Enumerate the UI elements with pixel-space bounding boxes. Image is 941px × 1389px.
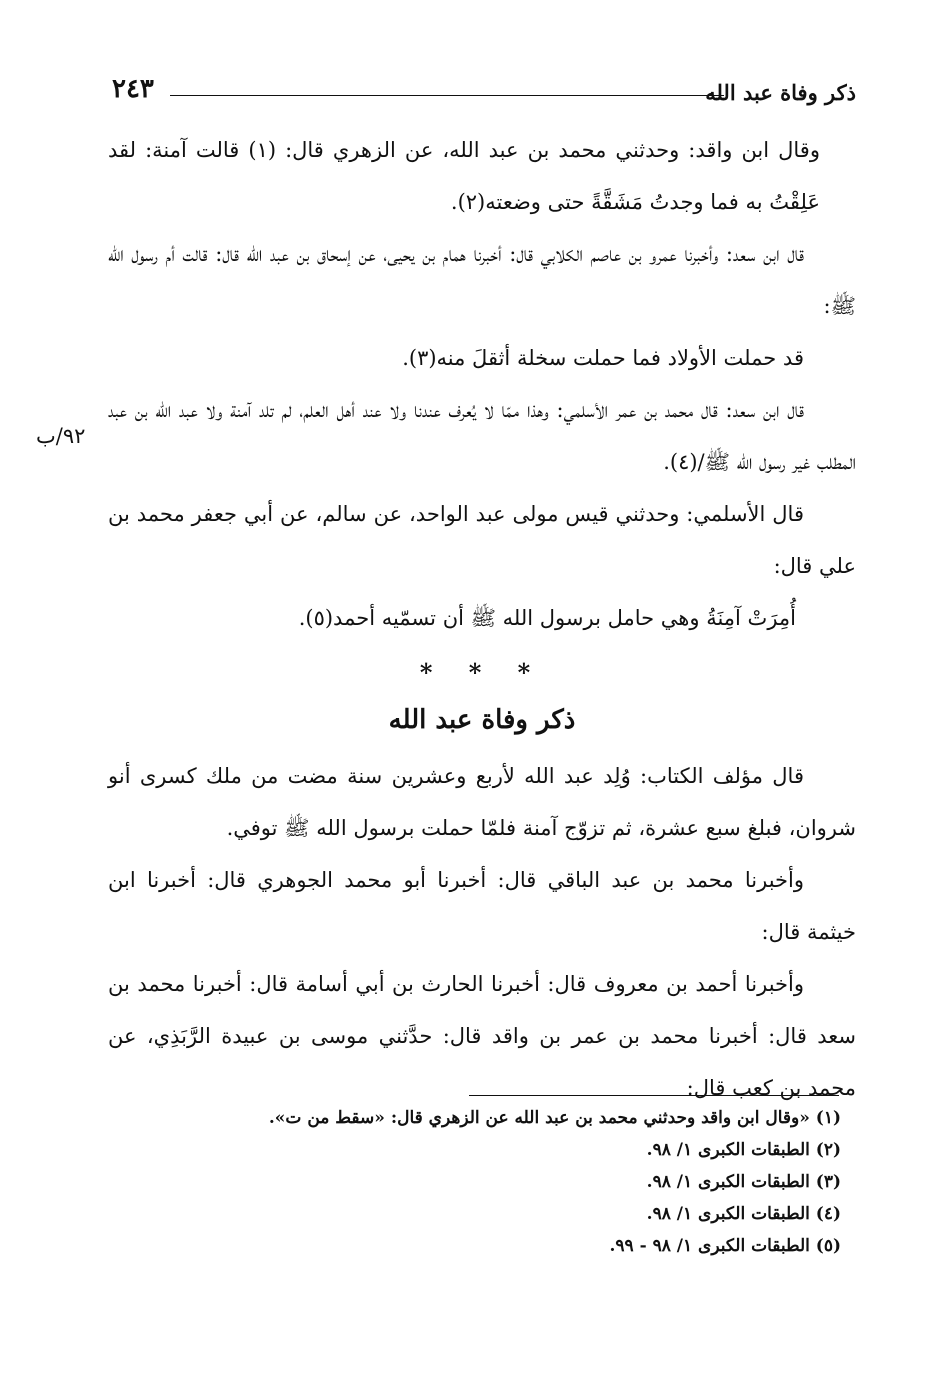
footnote-rule bbox=[469, 1095, 839, 1096]
paragraph: وأخبرنا أحمد بن معروف قال: أخبرنا الحارث بن أبي أسامة قال: أخبرنا محمد بن سعد قال: أخبرنا محمد بن عمر بن واقد قال: حدَّثني موسى بن عبيدة الرَّبَذِي، عن محمد بن كعب قال: bbox=[108, 972, 856, 1100]
paragraph: قد حملت الأولاد فما حملت سخلة أثقلَ منه(٣). bbox=[402, 346, 804, 370]
running-title: ذكر وفاة عبد الله bbox=[705, 80, 856, 105]
paragraph: وقال ابن واقد: وحدثني محمد بن عبد الله، عن الزهري قال: (١) قالت آمنة: لقد عَلِقْتُ به فما وجدتُ مَشَقَّةً حتى وضعته(٢). bbox=[108, 138, 820, 214]
paragraph: أُمِرَتْ آمِنَةُ وهي حامل برسول الله ﷺ أن تسمّيه أحمد(٥). bbox=[298, 606, 796, 630]
footnotes bbox=[101, 1102, 841, 1262]
section-separator: * * * bbox=[419, 658, 545, 687]
paragraph: قال مؤلف الكتاب: وُلِد عبد الله لأربع وعشرين سنة مضت من ملك كسرى أنو شروان، فبلغ سبع عشرة، ثم تزوّج آمنة فلمّا حملت برسول الله ﷺ توفي. bbox=[108, 764, 856, 840]
footnote: (١) «وقال ابن واقد وحدثني محمد بن عبد الله عن الزهري قال: «سقط من ت». bbox=[268, 1108, 841, 1128]
page-number: ٢٤٣ bbox=[112, 74, 154, 104]
footnote: (٣) الطبقات الكبرى ١/ ٩٨. bbox=[646, 1172, 841, 1192]
page-header bbox=[112, 70, 856, 110]
margin-folio-note: ٩٢/ب bbox=[36, 424, 86, 448]
paragraph: قال الأسلمي: وحدثني قيس مولى عبد الواحد، عن سالم، عن أبي جعفر محمد بن علي قال: bbox=[108, 502, 856, 578]
footnote: (٥) الطبقات الكبرى ١/ ٩٨ - ٩٩. bbox=[609, 1236, 841, 1256]
footnote: (٤) الطبقات الكبرى ١/ ٩٨. bbox=[646, 1204, 841, 1224]
header-rule bbox=[170, 95, 724, 96]
paragraph: قال ابن سعد: وأخبرنا عمرو بن عاصم الكلابي قال: أخبرنا همام بن يحيى، عن إسحاق بن عبد الله قال: قالت أم رسول الله ﷺ: bbox=[108, 242, 856, 318]
main-text bbox=[108, 124, 856, 1114]
footnote: (٢) الطبقات الكبرى ١/ ٩٨. bbox=[646, 1140, 841, 1160]
paragraph: وأخبرنا محمد بن عبد الباقي قال: أخبرنا أبو محمد الجوهري قال: أخبرنا ابن خيثمة قال: bbox=[108, 868, 856, 944]
section-title: ذكر وفاة عبد الله bbox=[388, 705, 576, 735]
paragraph: قال ابن سعد: قال محمد بن عمر الأسلمي: وهذا ممّا لا يُعرف عندنا ولا عند أهل العلم، لم تلد آمنة ولا عبد الله بن عبد المطلب غير رسول الله ﷺ/(٤). bbox=[108, 398, 856, 474]
